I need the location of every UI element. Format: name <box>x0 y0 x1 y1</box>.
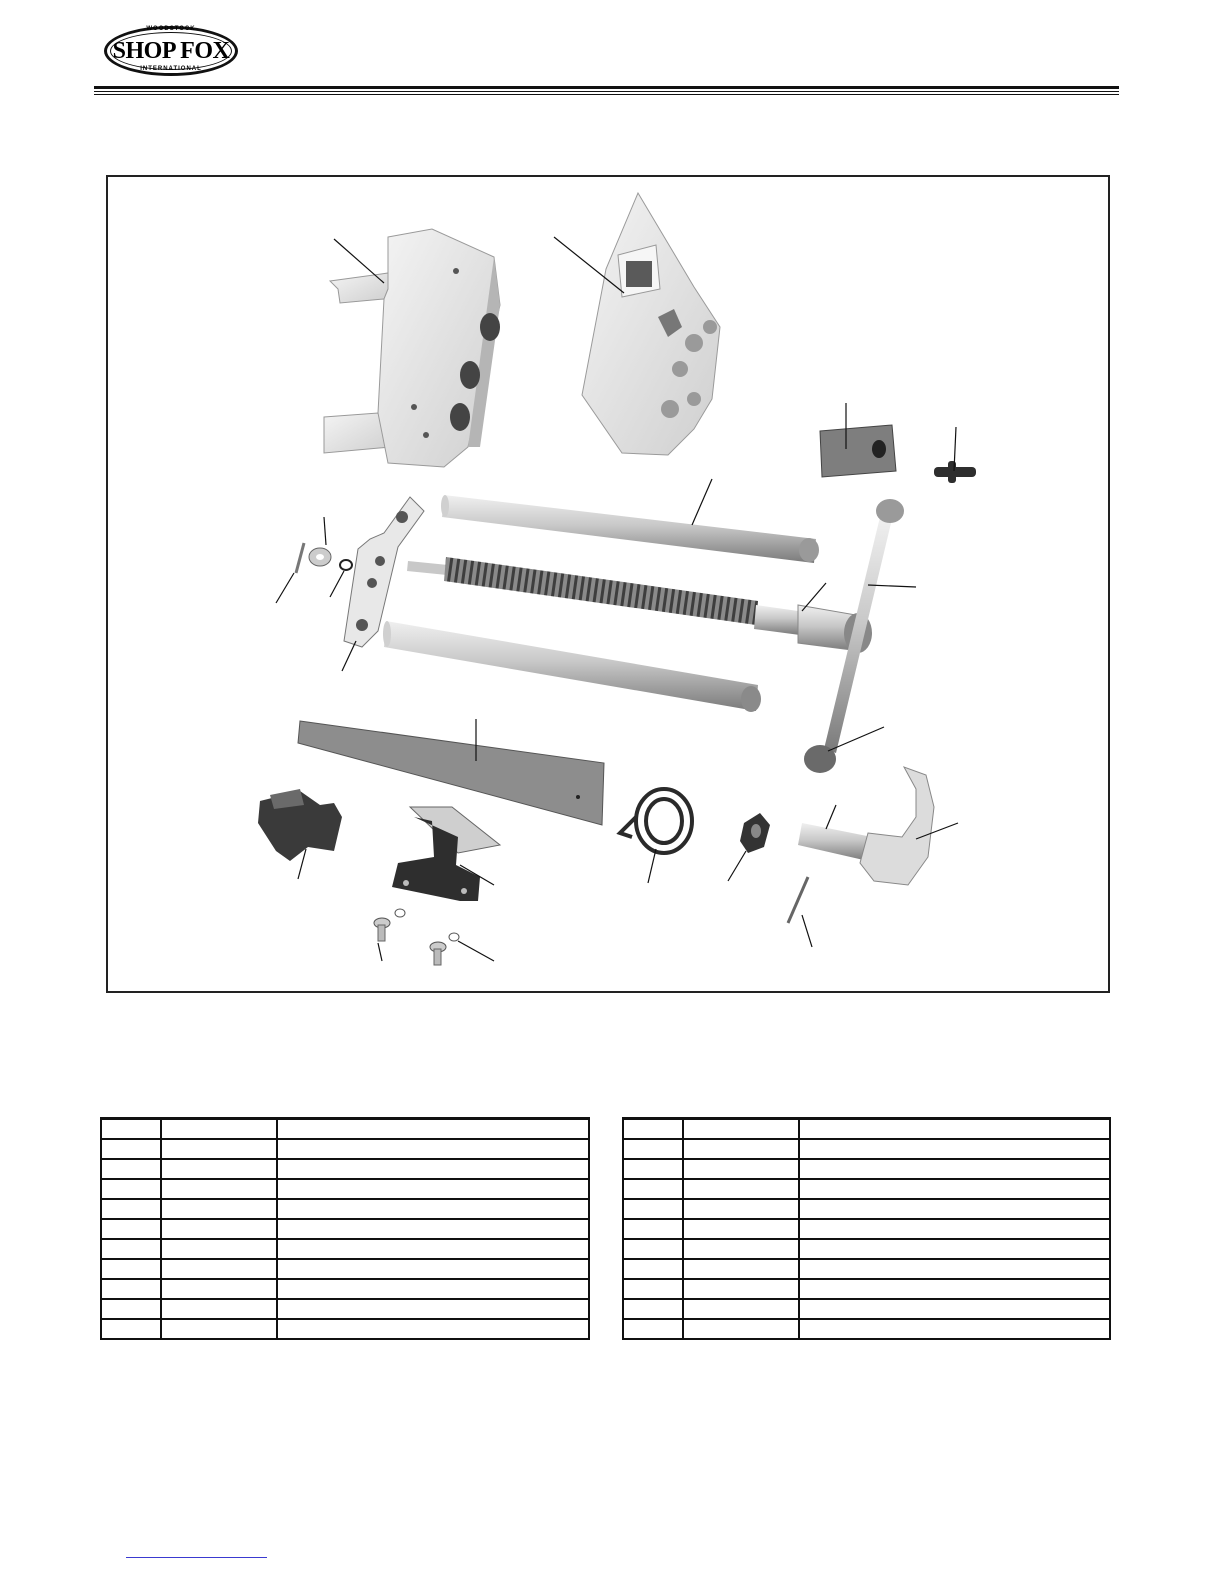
table-row <box>623 1299 1110 1319</box>
table-row <box>623 1259 1110 1279</box>
table-row <box>623 1219 1110 1239</box>
cotter-pin-left <box>296 543 304 573</box>
guide-rod-lower <box>383 621 761 712</box>
torsion-spring <box>620 789 692 853</box>
table-row <box>623 1139 1110 1159</box>
table-row <box>101 1199 589 1219</box>
screw-right <box>430 942 446 965</box>
table-row <box>101 1219 589 1239</box>
front-jaw <box>582 193 720 455</box>
header-rule-thin-1 <box>94 91 1119 92</box>
table-row <box>101 1159 589 1179</box>
table-row <box>623 1279 1110 1299</box>
header-rule-thin-2 <box>94 94 1119 95</box>
parts-list-table-right <box>622 1117 1111 1340</box>
table-row <box>623 1179 1110 1199</box>
stop-pin <box>934 461 976 483</box>
table-row <box>623 1199 1110 1219</box>
retaining-ring <box>340 560 352 570</box>
rear-jaw <box>324 229 500 467</box>
parts-breakdown-diagram <box>106 175 1110 993</box>
header-rule-thick <box>94 86 1119 89</box>
table-row <box>101 1319 589 1339</box>
table-row <box>101 1259 589 1279</box>
guide-rod-upper <box>441 495 819 563</box>
stop-block <box>820 425 896 477</box>
table-row <box>623 1159 1110 1179</box>
logo-brand: SHOP FOX <box>112 38 230 64</box>
table-row <box>101 1179 589 1199</box>
table-row <box>623 1239 1110 1259</box>
table-row <box>101 1119 589 1139</box>
flat-washer-small <box>395 909 459 941</box>
shop-fox-logo <box>104 18 242 80</box>
table-row <box>101 1139 589 1159</box>
mounting-bracket <box>392 807 500 901</box>
table-row <box>623 1319 1110 1339</box>
nut-bracket <box>258 789 342 861</box>
quick-release-lever <box>798 767 934 885</box>
end-plate <box>344 497 424 647</box>
cotter-pin-right <box>788 877 808 923</box>
footer-link-underline[interactable] <box>126 1557 267 1558</box>
washer <box>309 548 331 566</box>
table-row <box>101 1299 589 1319</box>
logo-bottom-text: INTERNATIONAL <box>140 66 202 72</box>
table-row <box>101 1279 589 1299</box>
parts-list-table-left <box>100 1117 590 1340</box>
logo-top-text: WOODSTOCK <box>146 26 196 32</box>
table-row <box>101 1239 589 1259</box>
cam-collar <box>740 813 770 853</box>
table-row <box>623 1119 1110 1139</box>
screw-left <box>374 918 390 941</box>
